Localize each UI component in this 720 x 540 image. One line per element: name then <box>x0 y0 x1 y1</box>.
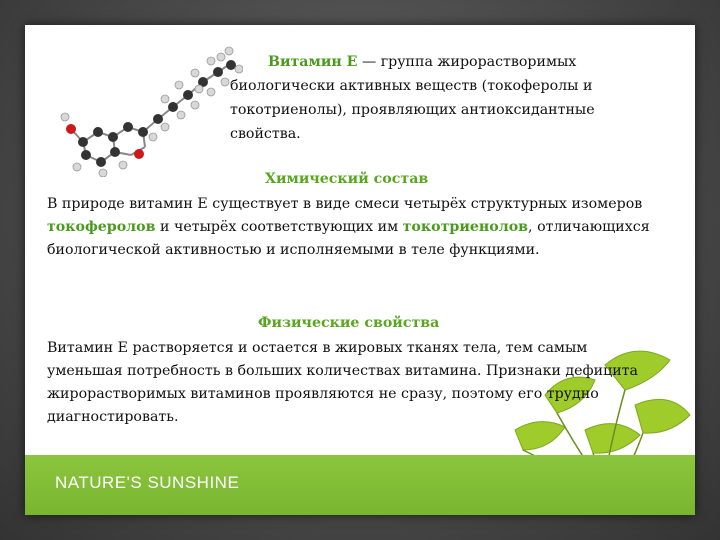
chemical-text-3: , отличающихся биологической активностью и исполняемыми в теле функциями. <box>47 219 650 258</box>
intro-text: — группа жирорастворимых биологически активных веществ (токоферолы и токотриенолы), проявляющих антиоксидантные свойства. <box>230 54 595 142</box>
chemical-paragraph <box>47 193 667 262</box>
intro-paragraph <box>230 50 660 146</box>
chemical-text-1: В природе витамин E существует в виде смеси четырёх структурных изомеров <box>47 196 643 212</box>
physical-section-title: Физические свойства <box>258 315 440 331</box>
chemical-text-2: и четырёх соответствующих им <box>155 219 403 235</box>
slide <box>25 25 695 515</box>
molecule-illustration <box>53 37 243 177</box>
term-tocopherols: токоферолов <box>47 219 156 235</box>
natures-sunshine-logo: NATURE'S SUNSHINE <box>55 473 240 492</box>
physical-paragraph: Витамин Е растворяется и остается в жировых тканях тела, тем самым уменьшая потребность в больших количествах витамина. Признаки дефицита жирорастворимых витаминов проявляются не сразу, поэтому его трудно диагностировать. <box>47 340 638 425</box>
term-tocotrienols: токотриенолов <box>402 219 529 235</box>
chemical-section-title: Химический состав <box>265 171 429 187</box>
intro-title: Витамин Е <box>268 54 358 70</box>
footer-bar <box>25 455 695 515</box>
